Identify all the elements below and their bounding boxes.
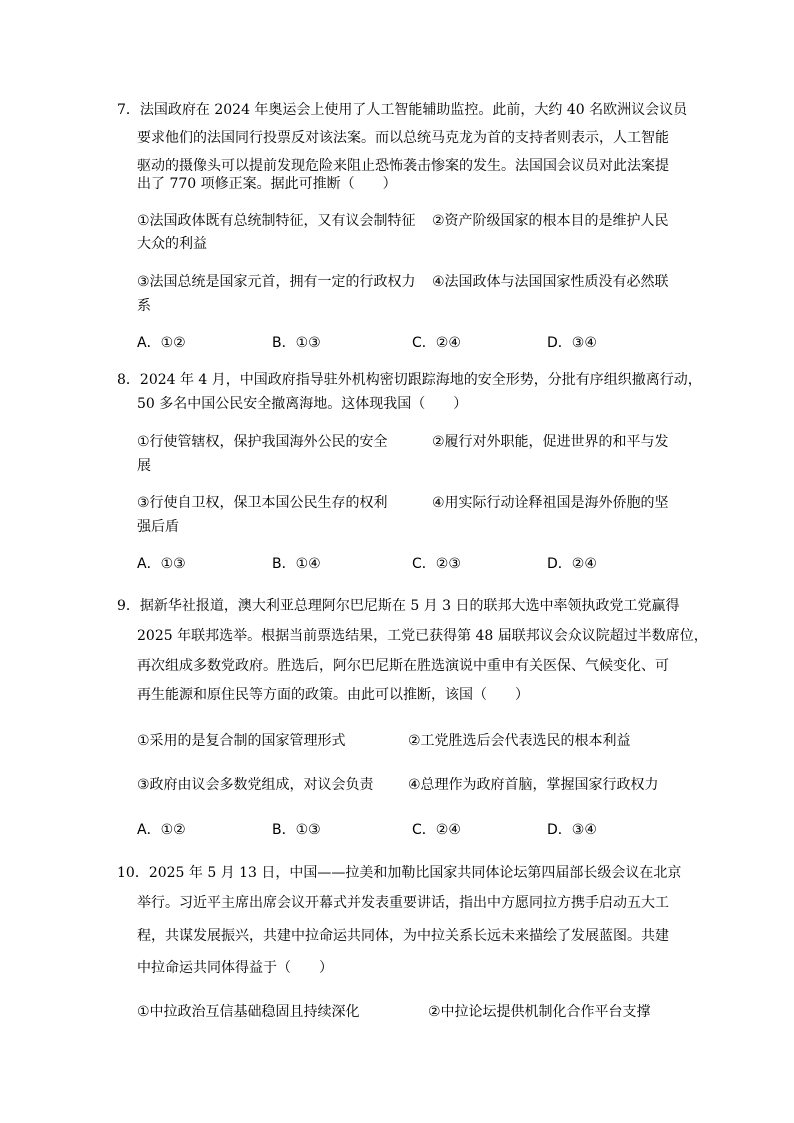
option-1: ①行使管辖权，保护我国海外公民的安全 bbox=[137, 434, 388, 450]
question-stem-line: 7．法国政府在 2024 年奥运会上使用了人工智能辅助监控。此前，大约 40 名欧洲议会议员 bbox=[117, 102, 688, 118]
option-1: ①法国政体既有总统制特征，又有议会制特征 bbox=[137, 213, 416, 229]
choice-b: B．①④ bbox=[272, 556, 321, 572]
option-wrap: 大众的利益 bbox=[137, 236, 207, 252]
option-1: ①采用的是复合制的国家管理形式 bbox=[137, 733, 346, 749]
option-2: ②中拉论坛提供机制化合作平台支撑 bbox=[428, 1004, 651, 1020]
question-stem-line: 8．2024 年 4 月，中国政府指导驻外机构密切跟踪海地的安全形势，分批有序组织撤离行动， bbox=[117, 372, 702, 388]
choice-d: D．③④ bbox=[547, 335, 597, 351]
question-stem-line: 10．2025 年 5 月 13 日，中国——拉美和加勒比国家共同体论坛第四届部长级会议在北京 bbox=[117, 865, 682, 881]
option-3: ③行使自卫权，保卫本国公民生存的权利 bbox=[137, 495, 388, 511]
choice-d: D．③④ bbox=[547, 822, 597, 838]
option-3: ③法国总统是国家元首，拥有一定的行政权力 bbox=[137, 274, 416, 290]
option-4: ④法国政体与法国国家性质没有必然联 bbox=[432, 274, 669, 290]
choice-a: A．①② bbox=[137, 335, 186, 351]
option-1: ①中拉政治互信基础稳固且持续深化 bbox=[137, 1004, 360, 1020]
choice-d: D．②④ bbox=[547, 556, 597, 572]
choice-b: B．①③ bbox=[272, 822, 321, 838]
option-wrap: 展 bbox=[137, 458, 151, 474]
choice-a: A．①③ bbox=[137, 556, 186, 572]
question-stem-line: 举行。习近平主席出席会议开幕式并发表重要讲话，指出中方愿同拉方携手启动五大工 bbox=[137, 895, 669, 911]
choice-b: B．①③ bbox=[272, 335, 321, 351]
choice-a: A．①② bbox=[137, 822, 186, 838]
option-4: ④用实际行动诠释祖国是海外侨胞的坚 bbox=[432, 495, 669, 511]
question-stem-line: 出了 770 项修正案。据此可推断（ ） bbox=[137, 176, 397, 192]
question-stem-line: 程，共谋发展振兴，共建中拉命运共同体，为中拉关系长远未来描绘了发展蓝图。共建 bbox=[137, 928, 669, 944]
question-stem-line: 中拉命运共同体得益于（ ） bbox=[137, 960, 333, 976]
option-wrap: 系 bbox=[137, 298, 151, 314]
option-4: ④总理作为政府首脑，掌握国家行政权力 bbox=[408, 777, 659, 793]
option-wrap: 强后盾 bbox=[137, 519, 179, 535]
choice-c: C．②③ bbox=[412, 556, 461, 572]
question-stem-line: 再次组成多数党政府。胜选后，阿尔巴尼斯在胜选演说中重申有关医保、气候变化、可 bbox=[137, 658, 669, 674]
question-stem-line: 2025 年联邦选举。根据当前票选结果，工党已获得第 48 届联邦议会众议院超过半数席位， bbox=[137, 628, 708, 644]
question-stem-line: 驱动的摄像头可以提前发现危险来阻止恐怖袭击惨案的发生。法国国会议员对此法案提 bbox=[137, 158, 669, 174]
option-2: ②资产阶级国家的根本目的是维护人民 bbox=[432, 213, 669, 229]
option-2: ②工党胜选后会代表选民的根本利益 bbox=[408, 733, 631, 749]
option-3: ③政府由议会多数党组成，对议会负责 bbox=[137, 777, 374, 793]
question-stem-line: 50 多名中国公民安全撤离海地。这体现我国（ ） bbox=[137, 396, 468, 412]
question-stem-line: 9．据新华社报道，澳大利亚总理阿尔巴尼斯在 5 月 3 日的联邦大选中率领执政党工党赢得 bbox=[117, 598, 680, 614]
choice-c: C．②④ bbox=[412, 822, 461, 838]
choice-c: C．②④ bbox=[412, 335, 461, 351]
option-2: ②履行对外职能，促进世界的和平与发 bbox=[432, 434, 669, 450]
question-stem-line: 要求他们的法国同行投票反对该法案。而以总统马克龙为首的支持者则表示，人工智能 bbox=[137, 130, 669, 146]
question-stem-line: 再生能源和原住民等方面的政策。由此可以推断，该国（ ） bbox=[137, 687, 529, 703]
